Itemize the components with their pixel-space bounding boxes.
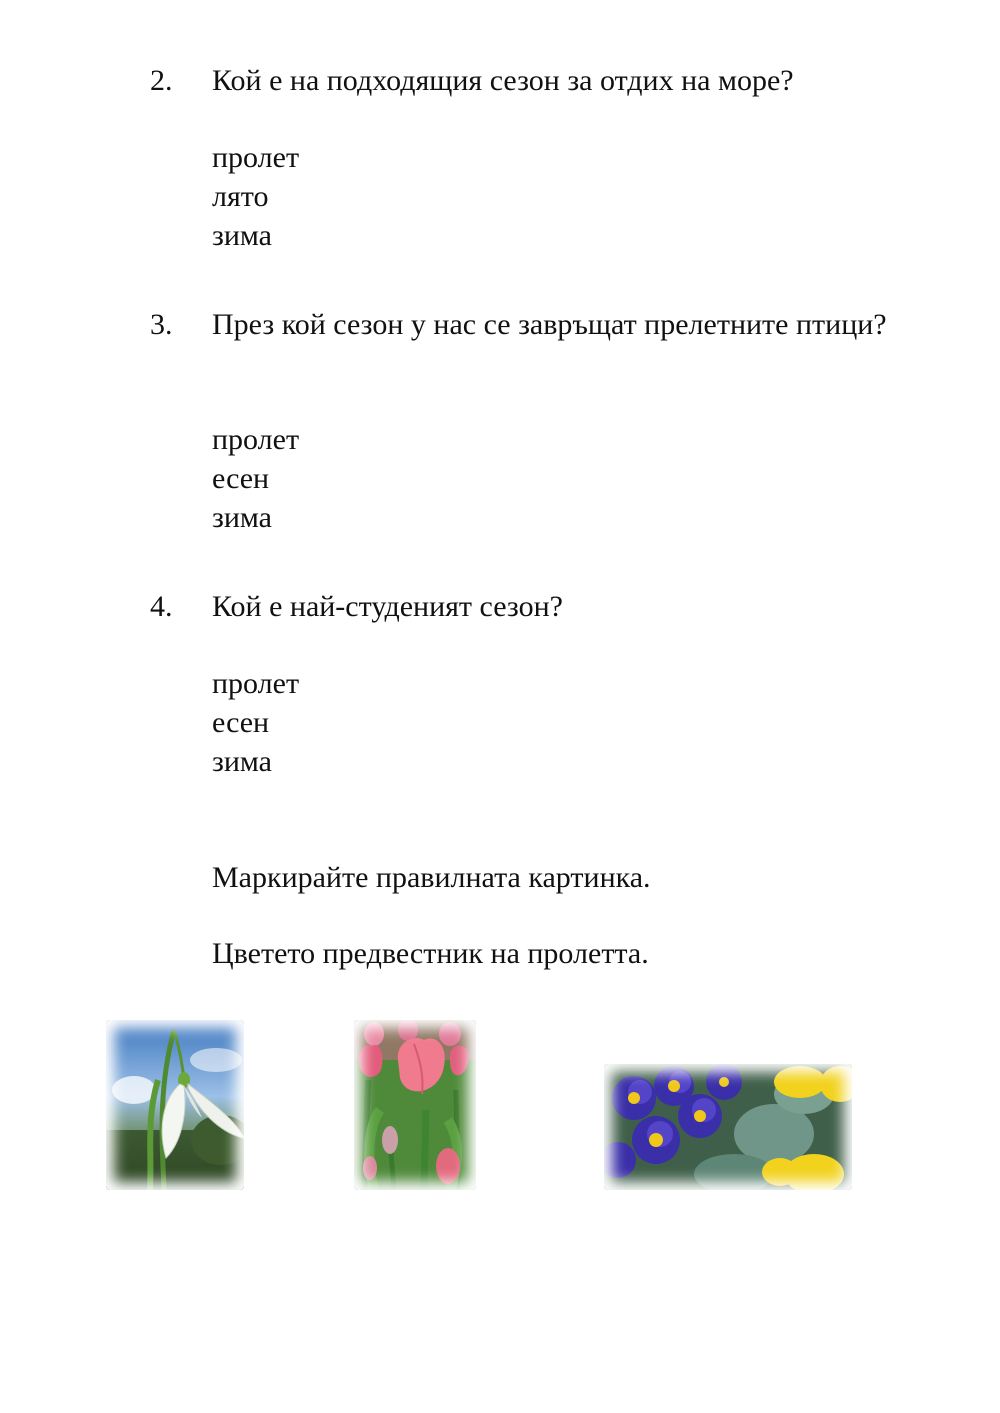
answer-option[interactable]: зима xyxy=(212,501,272,534)
question-text: Кой е на подходящия сезон за отдих на море? xyxy=(212,64,794,97)
snowdrop-picture[interactable] xyxy=(106,1020,244,1190)
primroses-picture[interactable] xyxy=(604,1064,852,1190)
answer-option[interactable]: лято xyxy=(212,180,269,213)
question-number: 3. xyxy=(150,308,173,341)
question-number: 2. xyxy=(150,64,173,97)
question-3 xyxy=(150,305,910,535)
snowdrop-icon xyxy=(106,1020,244,1190)
primroses-icon xyxy=(604,1064,852,1190)
question-4 xyxy=(150,587,910,787)
answer-options xyxy=(212,138,299,255)
answer-option[interactable]: зима xyxy=(212,219,272,252)
task-instruction: Маркирайте правилната картинка. xyxy=(212,861,651,894)
question-text: През кой сезон у нас се завръщат прелетните птици? xyxy=(212,308,887,341)
answer-options xyxy=(212,664,299,781)
answer-option[interactable]: пролет xyxy=(212,667,300,700)
task-prompt: Цветето предвестник на пролетта. xyxy=(212,937,649,970)
answer-option[interactable]: есен xyxy=(212,706,270,739)
question-text: Кой е най-студеният сезон? xyxy=(212,590,563,623)
answer-option[interactable]: есен xyxy=(212,462,270,495)
answer-option[interactable]: пролет xyxy=(212,141,300,174)
answer-option[interactable]: пролет xyxy=(212,423,300,456)
question-number: 4. xyxy=(150,590,173,623)
answer-options xyxy=(212,420,299,537)
question-2 xyxy=(150,61,910,261)
tulips-icon xyxy=(354,1020,476,1190)
answer-option[interactable]: зима xyxy=(212,745,272,778)
tulips-picture[interactable] xyxy=(354,1020,476,1190)
